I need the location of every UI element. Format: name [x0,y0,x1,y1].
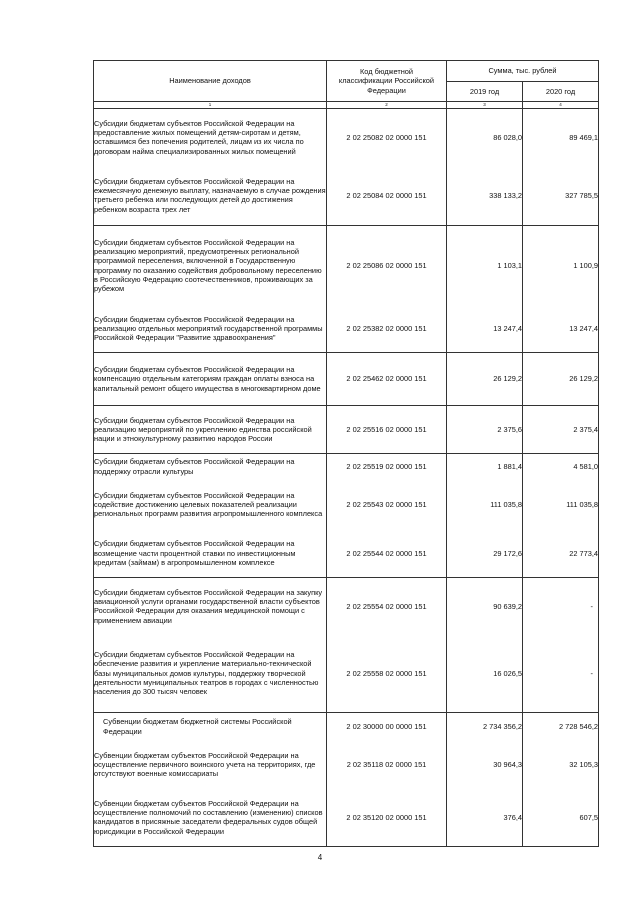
amount-2020: 4 581,0 [523,454,599,480]
amount-2019: 2 734 356,2 [447,713,523,741]
amount-2019: 26 129,2 [447,353,523,406]
amount-2020: 13 247,4 [523,306,599,353]
table-row [94,741,599,789]
revenue-name: Субсидии бюджетам субъектов Российской Федерации на поддержку отрасли культуры [94,454,327,480]
amount-2019: 16 026,5 [447,635,523,713]
revenue-name: Субвенции бюджетам субъектов Российской Федерации на осуществление первичного воинского учета на территориях, где отсутствуют военные комиссариаты [94,741,327,789]
header-year-2020: 2020 год [523,82,599,102]
table-row [94,306,599,353]
amount-2020: - [523,578,599,635]
header-index: 2 [327,102,447,109]
revenue-name: Субвенции бюджетам бюджетной системы Российской Федерации [94,713,327,741]
amount-2020: 2 375,4 [523,406,599,454]
budget-code: 2 02 25544 02 0000 151 [327,530,447,578]
table-row [94,454,599,480]
amount-2020: 607,5 [523,789,599,847]
revenue-name: Субсидии бюджетам субъектов Российской Федерации на возмещение части процентной ставки по инвестиционным кредитам (займам) в агропромышленном комплексе [94,530,327,578]
amount-2019: 13 247,4 [447,306,523,353]
table-row [94,166,599,226]
table-row [94,635,599,713]
budget-code: 2 02 35120 02 0000 151 [327,789,447,847]
table-row [94,226,599,306]
revenue-name: Субсидии бюджетам субъектов Российской Федерации на содействие достижению целевых показателей реализации региональных программ развития агропромышленного комплекса [94,480,327,530]
budget-code: 2 02 25558 02 0000 151 [327,635,447,713]
table-row [94,353,599,406]
revenue-name: Субсидии бюджетам субъектов Российской Федерации на закупку авиационной услуги органами государственной власти субъектов Российской Федерации для оказания медицинской помощи с применением авиации [94,578,327,635]
table-row [94,578,599,635]
table-row [94,109,599,166]
revenue-name: Субсидии бюджетам субъектов Российской Федерации на реализацию мероприятий, предусмотренных региональной программой переселения, включенной в Государственную программу по оказанию содействия добровольному переселению в Российскую Федерацию соотечественников, проживающих за рубежом [94,226,327,306]
header-index: 4 [523,102,599,109]
revenue-name: Субсидии бюджетам субъектов Российской Федерации на обеспечение развития и укрепление материально-технической базы муниципальных домов культуры, поддержку творческой деятельности муниципальных театров в городах с численностью населения до 300 тысяч человек [94,635,327,713]
header-name-col: Наименование доходов [94,61,327,102]
header-sum-col: Сумма, тыс. рублей [447,61,599,82]
amount-2020: 1 100,9 [523,226,599,306]
budget-code: 2 02 25516 02 0000 151 [327,406,447,454]
header-index: 3 [447,102,523,109]
page-number: 4 [317,853,323,862]
amount-2020: 89 469,1 [523,109,599,166]
table-row [94,713,599,741]
amount-2019: 1 881,4 [447,454,523,480]
revenue-name: Субсидии бюджетам субъектов Российской Федерации на реализацию отдельных мероприятий государственной программы Российской Федерации "Развитие здравоохранения" [94,306,327,353]
revenue-name: Субсидии бюджетам субъектов Российской Федерации на предоставление жилых помещений детям-сиротам и детям, оставшимся без попечения родителей, лицам из их числа по договорам найма специализированных жилых помещений [94,109,327,166]
amount-2019: 338 133,2 [447,166,523,226]
budget-code: 2 02 25543 02 0000 151 [327,480,447,530]
budget-code: 2 02 35118 02 0000 151 [327,741,447,789]
revenue-table [93,60,599,847]
amount-2019: 90 639,2 [447,578,523,635]
amount-2019: 86 028,0 [447,109,523,166]
amount-2020: - [523,635,599,713]
amount-2020: 22 773,4 [523,530,599,578]
header-code-col: Код бюджетной классификации Российской Федерации [327,61,447,102]
amount-2020: 327 785,5 [523,166,599,226]
budget-code: 2 02 25382 02 0000 151 [327,306,447,353]
amount-2019: 29 172,6 [447,530,523,578]
table-row [94,530,599,578]
budget-code: 2 02 25084 02 0000 151 [327,166,447,226]
amount-2019: 1 103,1 [447,226,523,306]
budget-code: 2 02 30000 00 0000 151 [327,713,447,741]
amount-2020: 111 035,8 [523,480,599,530]
revenue-name: Субвенции бюджетам субъектов Российской Федерации на осуществление полномочий по составлению (изменению) списков кандидатов в присяжные заседатели федеральных судов общей юрисдикции в Российской Федерации [94,789,327,847]
amount-2019: 376,4 [447,789,523,847]
revenue-name: Субсидии бюджетам субъектов Российской Федерации на компенсацию отдельным категориям граждан оплаты взноса на капитальный ремонт общего имущества в многоквартирном доме [94,353,327,406]
budget-code: 2 02 25554 02 0000 151 [327,578,447,635]
amount-2020: 32 105,3 [523,741,599,789]
revenue-name: Субсидии бюджетам субъектов Российской Федерации на реализацию мероприятий по укреплению единства российской нации и этнокультурному развитию народов России [94,406,327,454]
amount-2019: 30 964,3 [447,741,523,789]
budget-code: 2 02 25086 02 0000 151 [327,226,447,306]
table-row [94,480,599,530]
amount-2019: 111 035,8 [447,480,523,530]
budget-code: 2 02 25082 02 0000 151 [327,109,447,166]
table-row [94,789,599,847]
table-row [94,406,599,454]
revenue-name: Субсидии бюджетам субъектов Российской Федерации на ежемесячную денежную выплату, назначаемую в случае рождения третьего ребенка или последующих детей до достижения ребенком возраста трех лет [94,166,327,226]
header-index: 1 [94,102,327,109]
amount-2020: 2 728 546,2 [523,713,599,741]
amount-2019: 2 375,6 [447,406,523,454]
amount-2020: 26 129,2 [523,353,599,406]
budget-code: 2 02 25462 02 0000 151 [327,353,447,406]
budget-code: 2 02 25519 02 0000 151 [327,454,447,480]
header-year-2019: 2019 год [447,82,523,102]
